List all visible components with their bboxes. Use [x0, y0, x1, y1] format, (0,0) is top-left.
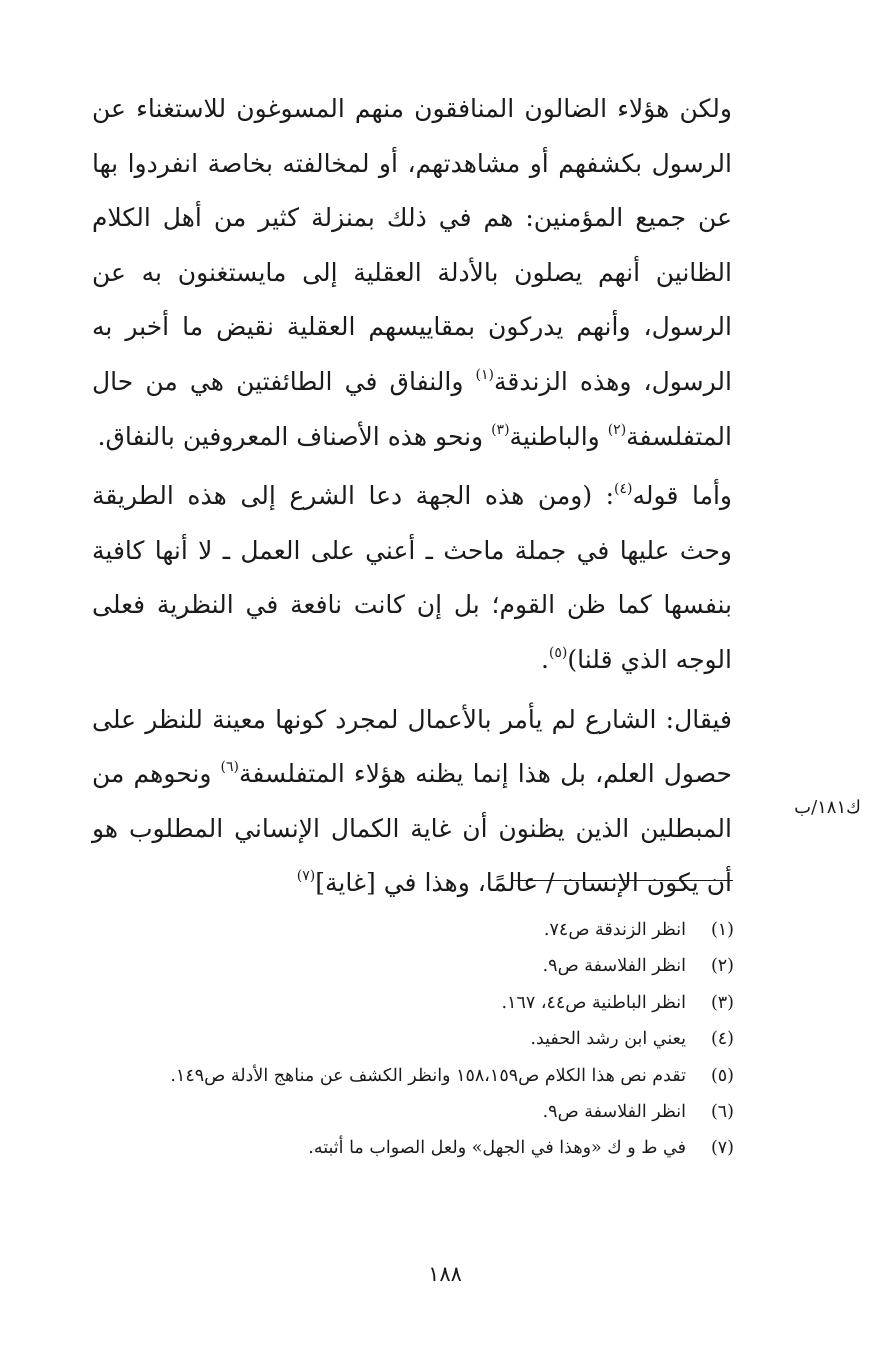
footnote-text: تقدم نص هذا الكلام ص١٥٨،١٥٩ وانظر الكشف عن مناهج الأدلة ص١٤٩. [170, 1065, 686, 1086]
text-run: فيقال: الشارع لم يأمر بالأعمال لمجرد كونها معينة للنظر على حصول العلم، بل هذا إنما يظنه هؤلاء المتفلسفة [92, 704, 732, 789]
footnote-ref-4[interactable]: (٤) [614, 481, 633, 498]
footnote-ref-2[interactable]: (٢) [607, 421, 627, 438]
footnote-ref-3[interactable]: (٣) [491, 421, 510, 438]
footnote-text: انظر الفلاسفة ص٩. [542, 956, 686, 977]
footnote-ref-1[interactable]: (١) [475, 366, 494, 383]
footnote-item [54, 1130, 734, 1166]
main-text [92, 82, 732, 911]
footnote-number: (٦) [710, 1102, 734, 1123]
footnote-text: في ط و ك «وهذا في الجهل» ولعل الصواب ما أثبته. [308, 1138, 686, 1159]
footnote-number: (٤) [710, 1029, 734, 1050]
text-run: ونحو هذه الأصناف المعروفين بالنفاق. [97, 421, 492, 451]
footnote-item [54, 948, 734, 984]
text-run: . [540, 644, 549, 674]
footnote-item [54, 1058, 734, 1094]
footnote-text: انظر الباطنية ص٤٤، ١٦٧. [501, 992, 686, 1013]
footnotes-list [54, 912, 734, 1167]
text-run: ولكن هؤلاء الضالون المنافقون منهم المسوغون للاستغناء عن الرسول بكشفهم أو مشاهدتهم، أو لمخالفته بخاصة انفردوا بها عن جميع المؤمنين: هم في ذلك بمنزلة كثير من أهل الكلام الظانين أنهم يصلون بالأدلة العقلية إلى مايستغنون به عن الرسول، وأنهم يدركون بمقاييسهم العقلية نقيض ما أخبر به الرسول، وهذه الزندقة [92, 94, 732, 396]
footnote-ref-6[interactable]: (٦) [220, 759, 239, 776]
text-run: والنفاق في الطائفتين هي من حال المتفلسفة [92, 366, 732, 451]
footnote-number: (٥) [710, 1065, 734, 1086]
footnote-number: (٣) [710, 992, 734, 1013]
text-run: والباطنية [509, 421, 608, 451]
footnote-text: انظر الفلاسفة ص٩. [542, 1102, 686, 1123]
footnote-number: (١) [710, 920, 734, 940]
footnote-item [54, 912, 734, 948]
footnote-item [54, 1094, 734, 1130]
paragraph-3 [92, 693, 732, 911]
footnote-text: انظر الزندقة ص٧٤. [543, 920, 686, 940]
manuscript-folio-note: ك١٨١/ب [794, 797, 861, 818]
text-run: ونحوهم من المبطلين الذين يظنون أن غاية الكمال الإنساني المطلوب هو أن يكون الإنسان / عالمًا، وهذا في [غاية] [92, 759, 732, 898]
page-number: ١٨٨ [428, 1262, 462, 1286]
footnote-item [54, 985, 734, 1021]
footnote-ref-7[interactable]: (٧) [296, 868, 316, 885]
text-run: : (ومن هذه الجهة دعا الشرع إلى هذه الطريقة وحث عليها في جملة ماحث ـ أعني على العمل ـ لا أنها كافية بنفسها كما ظن القوم؛ بل إن كانت نافعة في النظرية فعلى الوجه الذي قلنا) [92, 481, 732, 674]
text-run: وأما قوله [632, 481, 732, 511]
paragraph-2 [92, 469, 732, 687]
footnote-number: (٧) [710, 1138, 734, 1159]
paragraph-1 [92, 82, 732, 464]
footnote-number: (٢) [710, 956, 734, 977]
footnote-item [54, 1021, 734, 1057]
footnote-text: يعني ابن رشد الحفيد. [530, 1029, 686, 1050]
footnote-ref-5[interactable]: (٥) [548, 644, 568, 661]
footnote-divider [511, 880, 733, 881]
